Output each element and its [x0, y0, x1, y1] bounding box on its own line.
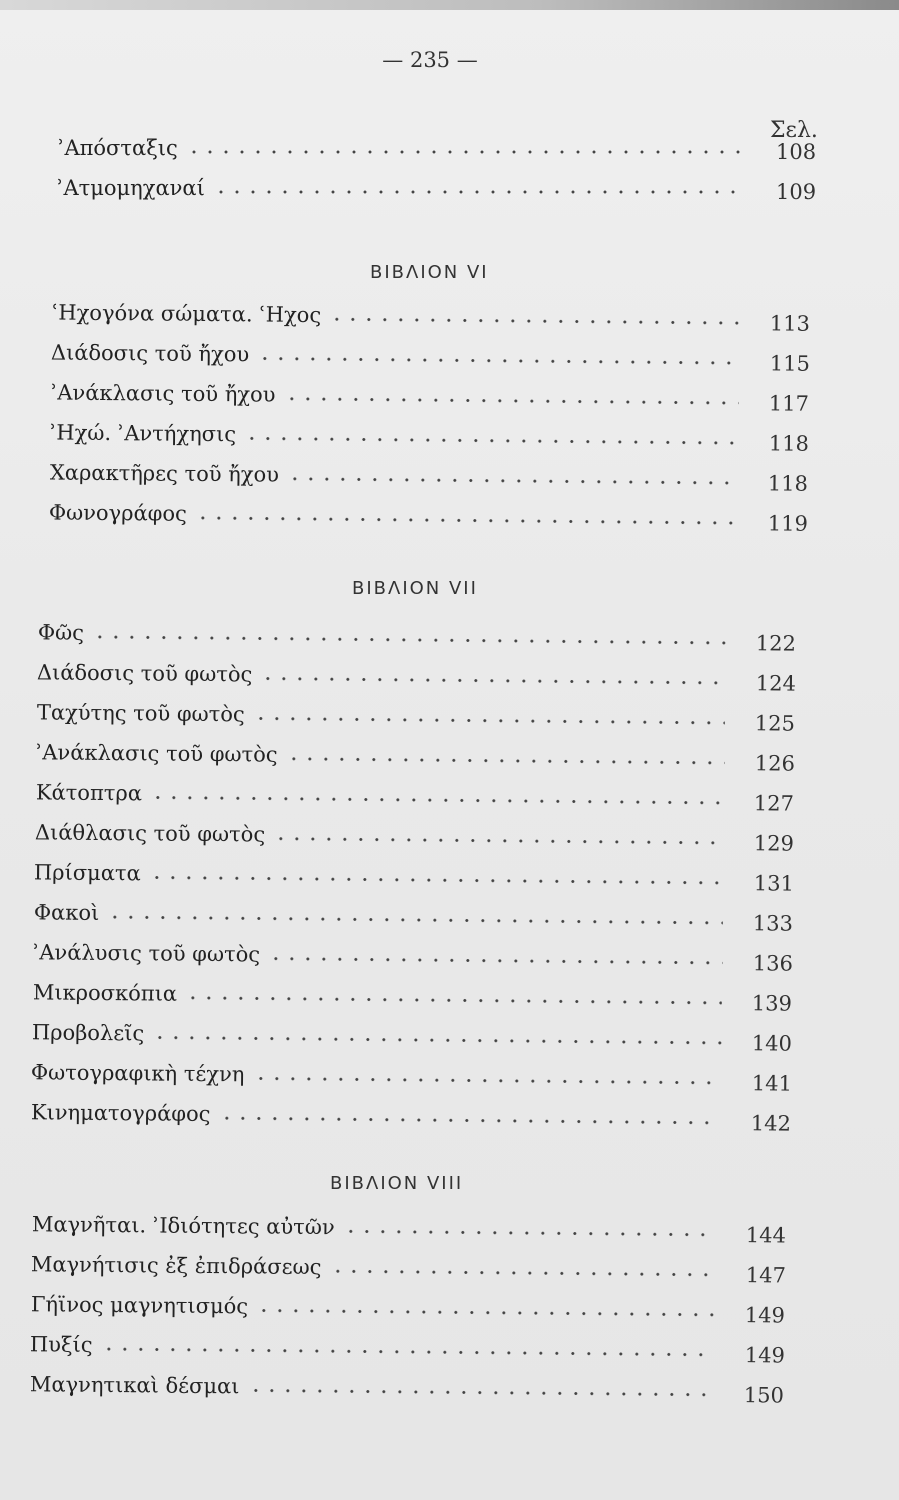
toc-entry [0, 420, 899, 463]
leader-dots [330, 1269, 716, 1277]
leader-dots [150, 795, 724, 805]
toc-entry [0, 1060, 899, 1103]
toc-entry-page: 119 [767, 511, 809, 536]
leader-dots [329, 317, 740, 325]
toc-entry [0, 740, 899, 783]
toc-entry-label: Μαγνητικαὶ δέσμαι [29, 1372, 240, 1399]
toc-entry [0, 1332, 899, 1375]
toc-entry-label: Φῶς [37, 620, 85, 645]
toc-entry-label: ʿΗχογόνα σώματα. ʿΗχος [51, 300, 322, 328]
toc-entry [0, 780, 899, 823]
leader-dots [107, 915, 723, 925]
toc-entry-page: 147 [745, 1263, 787, 1288]
toc-entry-page: 124 [755, 671, 797, 696]
leader-dots [256, 1308, 715, 1316]
toc-entry-page: 140 [751, 1031, 793, 1056]
toc-entry-label: Φωτογραφικὴ τέχνη [30, 1060, 245, 1087]
toc-entry-label: Φακοὶ [33, 900, 100, 925]
toc-entry [0, 620, 899, 663]
toc-entry [0, 1020, 899, 1063]
toc-entry-page: 108 [776, 140, 817, 164]
toc-entry-label: ʾΑνάκλασις τοῦ φωτὸς [35, 740, 278, 767]
section-heading: ΒΙΒΛΙΟΝ VIII [330, 1173, 464, 1194]
leader-dots [284, 397, 739, 405]
leader-dots [253, 1076, 722, 1085]
toc-entry-label: Πρίσματα [33, 860, 141, 886]
toc-entry-label: Διάδοσις τοῦ ἤχου [50, 340, 250, 367]
toc-entry-label: ʾΗχώ. ʾΑντήχησις [49, 420, 237, 447]
toc-entry-page: 141 [751, 1071, 793, 1096]
toc-entry-page: 144 [745, 1223, 787, 1248]
toc-entry [0, 1292, 899, 1335]
toc-entry [0, 176, 899, 210]
toc-entry [0, 340, 899, 383]
toc-entry [0, 500, 899, 543]
toc-entry-page: 133 [752, 911, 794, 936]
leader-dots [213, 190, 746, 194]
leader-dots [248, 1388, 714, 1396]
leader-dots [185, 996, 722, 1005]
toc-entry-page: 139 [751, 991, 793, 1016]
toc-entry-page: 150 [743, 1383, 785, 1408]
column-header-pages: Σελ. [770, 118, 818, 143]
toc-entry-page: 118 [768, 431, 810, 456]
toc-entry-page: 117 [768, 391, 810, 416]
leader-dots [219, 1116, 721, 1125]
leader-dots [253, 716, 725, 725]
toc-entry [0, 1100, 899, 1143]
toc-entry-label: ʾΑνάλυσις τοῦ φωτὸς [32, 940, 261, 967]
toc-entry-label: Διάθλασις τοῦ φωτὸς [34, 820, 266, 847]
toc-entry [0, 136, 899, 170]
leader-dots [149, 875, 724, 885]
toc-entry [0, 300, 899, 343]
toc-entry-label: Μαγνῆται. ʾΙδιότητες αὐτῶν [31, 1212, 335, 1240]
leader-dots [260, 676, 726, 684]
toc-entry-page: 122 [755, 631, 797, 656]
section-heading: ΒΙΒΛΙΟΝ VI [370, 262, 489, 283]
toc-entry-label: ʾΑνάκλασις τοῦ ἤχου [50, 380, 276, 407]
section-heading: ΒΙΒΛΙΟΝ VII [352, 578, 478, 599]
toc-entry-page: 131 [753, 871, 795, 896]
toc-entry-page: 149 [744, 1343, 786, 1368]
toc-entry-label: Ταχύτης τοῦ φωτὸς [36, 700, 245, 727]
leader-dots [101, 1347, 715, 1357]
toc-entry [0, 940, 899, 983]
leader-dots [343, 1229, 716, 1237]
page-number: — 235 — [382, 48, 478, 72]
toc-entry [0, 1252, 899, 1295]
toc-entry-page: 136 [752, 951, 794, 976]
toc-entry-page: 127 [753, 791, 795, 816]
leader-dots [286, 757, 725, 765]
toc-entry-label: Χαρακτῆρες τοῦ ἤχου [49, 460, 280, 487]
leader-dots [186, 150, 746, 154]
toc-entry-label: Μαγνήτισις ἐξ ἐπιδράσεως [30, 1252, 322, 1280]
toc-entry-page: 118 [767, 471, 809, 496]
page-top-edge [0, 0, 899, 10]
leader-dots [195, 516, 738, 525]
leader-dots [257, 356, 740, 365]
toc-entry [0, 1372, 899, 1415]
toc-entry-label: Γήϊνος μαγνητισμός [30, 1292, 249, 1319]
toc-entry [0, 460, 899, 503]
toc-entry [0, 820, 899, 863]
leader-dots [268, 957, 723, 965]
toc-entry-label: ʾΑτμομηχαναί [57, 176, 205, 200]
toc-entry-page: 115 [769, 351, 811, 376]
toc-entry-page: 129 [753, 831, 795, 856]
toc-entry-label: Φωνογράφος [48, 500, 187, 526]
toc-entry [0, 860, 899, 903]
toc-entry [0, 380, 899, 423]
toc-entry-label: Κινηματογράφος [30, 1100, 211, 1127]
toc-entry [0, 700, 899, 743]
toc-entry [0, 660, 899, 703]
toc-entry [0, 900, 899, 943]
toc-entry-page: 142 [750, 1111, 792, 1136]
toc-entry-page: 113 [769, 311, 811, 336]
toc-entry-label: Πυξίς [29, 1332, 93, 1357]
leader-dots [244, 436, 739, 445]
toc-entry [0, 980, 899, 1023]
toc-entry-label: Μικροσκόπια [32, 980, 178, 1006]
leader-dots [273, 837, 724, 845]
leader-dots [152, 1035, 722, 1044]
toc-entry-label: Προβολεῖς [31, 1020, 145, 1046]
toc-entry [0, 1212, 899, 1255]
toc-entry-page: 125 [754, 711, 796, 736]
toc-entry-label: ʾΑπόσταξις [58, 136, 178, 160]
leader-dots [287, 477, 738, 485]
toc-entry-page: 149 [744, 1303, 786, 1328]
toc-entry-page: 126 [754, 751, 796, 776]
toc-entry-page: 109 [776, 180, 817, 204]
leader-dots [92, 635, 726, 645]
toc-entry-label: Διάδοσις τοῦ φωτὸς [36, 660, 253, 687]
toc-entry-label: Κάτοπτρα [35, 780, 143, 806]
